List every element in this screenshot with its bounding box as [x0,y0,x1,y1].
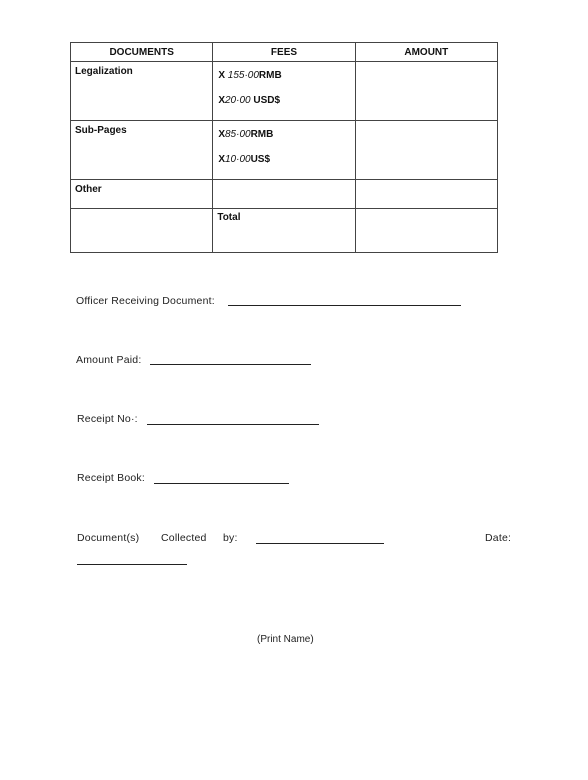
header-documents: DOCUMENTS [71,43,213,62]
amount-paid-line[interactable] [150,364,311,365]
cell-subpages-fees [213,121,355,180]
date-label: Date: [485,532,512,544]
subpages-fee-rmb [213,121,354,140]
subpages-fee-rmb-amount: 85·00 [225,129,251,140]
cell-legalization-amount[interactable] [355,62,497,121]
receipt-book-line[interactable] [154,483,289,484]
legalization-fee-usd [213,81,354,106]
receipt-no-label: Receipt No·: [77,413,138,425]
subpages-fee-usd-amount: 10·00 [225,154,251,165]
receipt-book-field [77,472,145,484]
table-header-row [71,43,498,62]
cell-total-amount[interactable] [355,209,497,253]
cell-subpages-label [71,121,213,180]
subpages-fee-usd-unit: US$ [250,154,271,165]
officer-receiving-field [76,295,215,307]
cell-other-amount[interactable] [355,180,497,209]
legalization-fee-usd-amount: 20·00 [225,95,251,106]
date-line[interactable] [77,564,187,565]
collected-by-label-b: Collected [161,532,207,544]
subpages-fee-rmb-prefix: X [218,129,225,140]
receipt-no-line[interactable] [147,424,319,425]
cell-legalization-fees [213,62,355,121]
legalization-label: Legalization [75,66,133,77]
subpages-fee-usd-prefix: X [218,154,225,165]
total-label: Total [217,212,241,223]
table-row-other [71,180,498,209]
cell-other-fees[interactable] [213,180,355,209]
officer-receiving-line[interactable] [228,305,461,306]
officer-receiving-label: Officer Receiving Document: [76,295,215,307]
legalization-fee-usd-prefix: X [218,95,225,106]
cell-legalization-label [71,62,213,121]
legalization-fee-usd-unit: USD$ [250,95,281,106]
cell-other-label [71,180,213,209]
collected-by-label-c: by: [223,532,238,544]
subpages-fee-usd [213,140,354,165]
legalization-fee-rmb-amount: 155·00 [227,70,259,81]
other-label: Other [75,184,102,195]
date-field [485,532,511,544]
receipt-no-field [77,413,138,425]
collected-by-label-a: Document(s) [77,532,140,544]
table-row-subpages [71,121,498,180]
collected-by-field-part2 [161,532,207,544]
subpages-label: Sub-Pages [75,125,127,136]
amount-paid-label: Amount Paid: [76,354,142,366]
table-row-legalization [71,62,498,121]
collected-by-field-part1 [77,532,139,544]
header-fees: FEES [213,43,355,62]
legalization-fee-rmb [213,62,354,81]
cell-total-empty [71,209,213,253]
print-name-caption: (Print Name) [257,634,314,645]
fees-table [70,42,498,253]
collected-by-line[interactable] [256,543,384,544]
cell-total-label [213,209,355,253]
receipt-book-label: Receipt Book: [77,472,145,484]
cell-subpages-amount[interactable] [355,121,497,180]
subpages-fee-rmb-unit: RMB [250,129,274,140]
amount-paid-field [76,354,141,366]
header-amount: AMOUNT [355,43,497,62]
collected-by-field-part3 [223,532,238,544]
legalization-fee-rmb-prefix: X [218,70,228,81]
table-row-total [71,209,498,253]
legalization-fee-rmb-unit: RMB [258,70,282,81]
